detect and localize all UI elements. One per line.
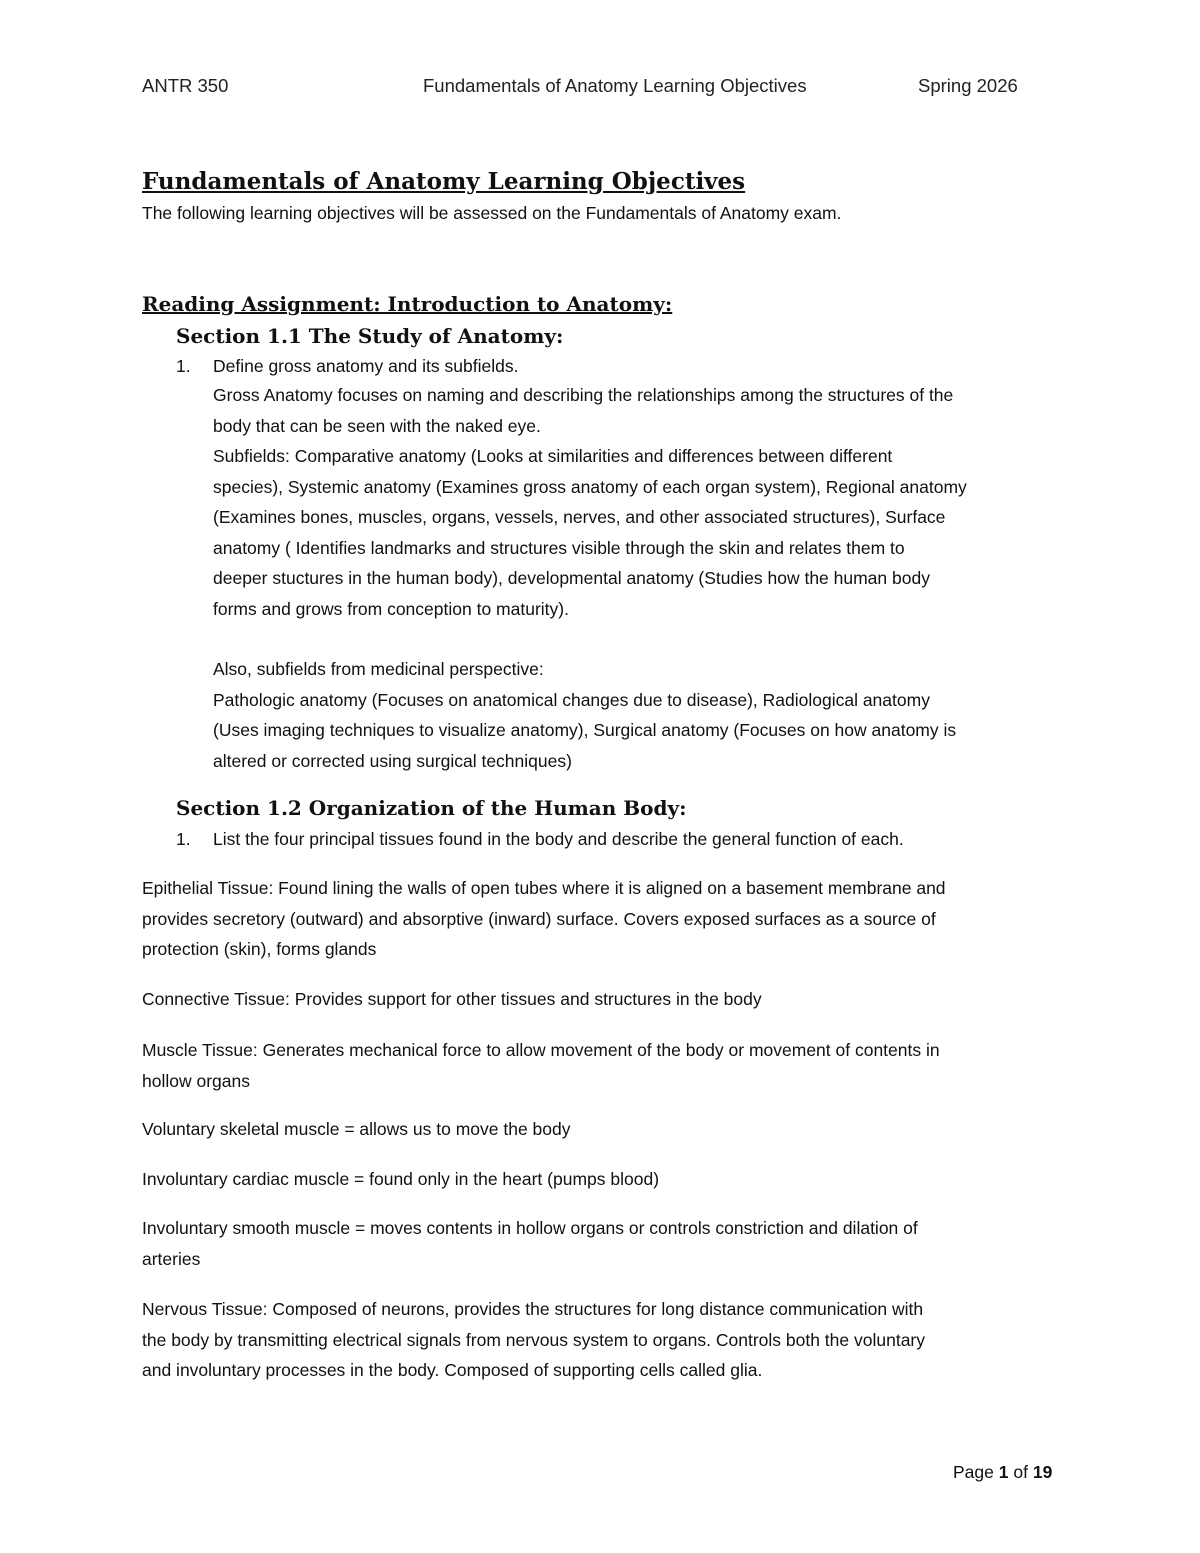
document-title: Fundamentals of Anatomy Learning Objectives (142, 168, 746, 195)
paragraph-line: and involuntary processes in the body. Composed of supporting cells called glia. (142, 1360, 763, 1380)
involuntary-smooth-paragraph (142, 1213, 918, 1274)
list-item-text: List the four principal tissues found in the body and describe the general function of each. (213, 829, 904, 849)
voluntary-skeletal-paragraph: Voluntary skeletal muscle = allows us to move the body (142, 1119, 571, 1139)
header-term: Spring 2026 (918, 75, 1018, 96)
answer-line: body that can be seen with the naked eye. (213, 415, 541, 436)
answer-line: altered or corrected using surgical techniques) (213, 750, 572, 771)
header-course: ANTR 350 (142, 75, 229, 96)
answer-line: species), Systemic anatomy (Examines gross anatomy of each organ system), Regional anatomy (213, 476, 967, 497)
paragraph-line: Epithelial Tissue: Found lining the walls of open tubes where it is aligned on a basement membrane and (142, 878, 946, 898)
paragraph-line: protection (skin), forms glands (142, 939, 377, 959)
page-total: 19 (1032, 1462, 1053, 1482)
medicinal-subfields-answer (213, 654, 956, 776)
answer-line: anatomy ( Identifies landmarks and structures visible through the skin and relates them to (213, 537, 905, 558)
page-current: 1 (998, 1462, 1009, 1482)
answer-line: Also, subfields from medicinal perspective: (213, 659, 544, 679)
paragraph-line: provides secretory (outward) and absorptive (inward) surface. Covers exposed surfaces as a source of (142, 908, 936, 929)
paragraph-line: the body by transmitting electrical signals from nervous system to organs. Controls both the voluntary (142, 1329, 926, 1350)
answer-line: Subfields: Comparative anatomy (Looks at similarities and differences between different (213, 446, 893, 466)
answer-line: Pathologic anatomy (Focuses on anatomical changes due to disease), Radiological anatomy (213, 689, 930, 710)
paragraph-line: Involuntary smooth muscle = moves contents in hollow organs or controls constriction and dilation of (142, 1218, 918, 1238)
paragraph-line: Nervous Tissue: Composed of neurons, provides the structures for long distance communication with (142, 1299, 924, 1319)
answer-line: (Examines bones, muscles, organs, vessels, nerves, and other associated structures), Surface (213, 507, 946, 527)
paragraph-line: Muscle Tissue: Generates mechanical force to allow movement of the body or movement of contents in (142, 1040, 940, 1060)
epithelial-tissue-paragraph (142, 873, 946, 965)
page-number (953, 1462, 1052, 1483)
page-word: Page (953, 1462, 994, 1482)
paragraph-line: hollow organs (142, 1070, 250, 1091)
gross-anatomy-answer (213, 380, 967, 624)
section-1-2-heading: Section 1.2 Organization of the Human Body: (176, 796, 687, 820)
muscle-tissue-paragraph (142, 1035, 940, 1096)
list-item-text: Define gross anatomy and its subfields. (213, 356, 519, 376)
paragraph-line: arteries (142, 1248, 201, 1269)
document-intro: The following learning objectives will be assessed on the Fundamentals of Anatomy exam. (142, 203, 842, 223)
answer-line: deeper stuctures in the human body), developmental anatomy (Studies how the human body (213, 568, 930, 588)
involuntary-cardiac-paragraph: Involuntary cardiac muscle = found only in the heart (pumps blood) (142, 1169, 660, 1189)
nervous-tissue-paragraph (142, 1294, 925, 1386)
list-item-number: 1. (176, 356, 191, 376)
reading-assignment-heading: Reading Assignment: Introduction to Anatomy: (142, 292, 673, 316)
connective-tissue-paragraph: Connective Tissue: Provides support for other tissues and structures in the body (142, 989, 762, 1009)
answer-line: Gross Anatomy focuses on naming and describing the relationships among the structures of the (213, 385, 954, 405)
section-1-1-heading: Section 1.1 The Study of Anatomy: (176, 324, 564, 348)
header-title: Fundamentals of Anatomy Learning Objectives (423, 75, 807, 96)
list-item-number: 1. (176, 829, 191, 849)
answer-line: forms and grows from conception to maturity). (213, 598, 569, 619)
of-word: of (1013, 1462, 1028, 1482)
answer-line: (Uses imaging techniques to visualize anatomy), Surgical anatomy (Focuses on how anatomy is (213, 720, 957, 740)
